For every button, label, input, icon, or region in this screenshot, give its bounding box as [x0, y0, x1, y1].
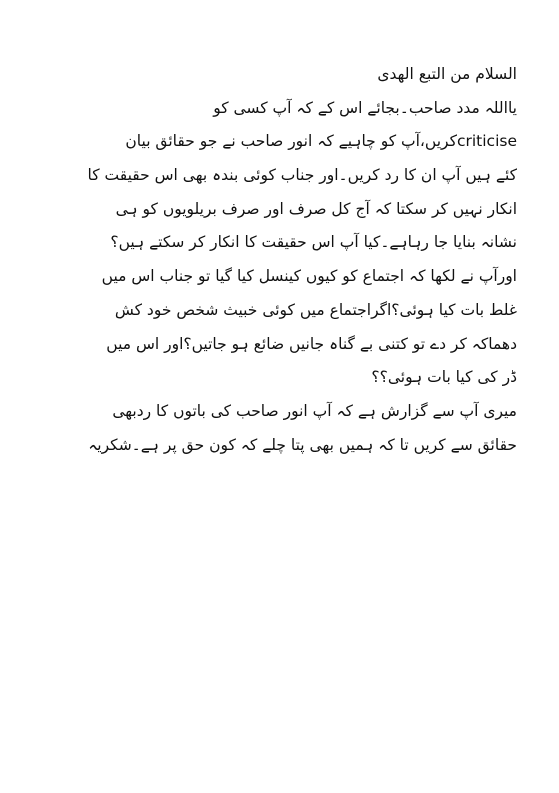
text-line-6: نشانہ بنایا جا رہاہے۔کیا آپ اس حقیقت کا انکار کر سکتے ہیں؟ — [110, 233, 517, 252]
text-line-2: یااللہ مدد صاحب۔بجائے اس کے کہ آپ کسی کو — [213, 98, 517, 117]
text-line-8: غلط بات کیا ہوئی؟اگراجتماع میں کوئی خبیث شخص خود کش — [114, 300, 517, 319]
text-line-12: حقائق سے کریں تا کہ ہمیں بھی پتا چلے کہ کون حق پر ہے۔شکریہ — [88, 435, 517, 454]
text-line-7: اورآپ نے لکھا کہ اجتماع کو کیوں کینسل کیا گیا تو جناب اس میں — [101, 267, 517, 286]
text-line-9: دھماکہ کر دے تو کتنی بے گناہ جانیں ضائع ہو جاتیں؟اور اس میں — [106, 334, 517, 353]
post-body — [30, 58, 517, 462]
text-line-3: criticiseکریں،آپ کو چاہیے کہ انور صاحب نے جو حقائق بیان — [125, 132, 517, 151]
text-line-11: میری آپ سے گزارش ہے کہ آپ انور صاحب کی باتوں کا ردبھی — [112, 401, 517, 420]
text-line-10: ڈر کی کیا بات ہوئی؟؟ — [371, 368, 517, 387]
text-line-1: السلام من التبع الھدی — [377, 65, 517, 83]
text-line-5: انکار نہیں کر سکتا کہ آج کل صرف اور صرف بریلویوں کو ہی — [115, 199, 517, 218]
text-line-4: کئے ہیں آپ ان کا رد کریں۔اور جناب کوئی بندہ بھی اس حقیقت کا — [87, 166, 517, 185]
